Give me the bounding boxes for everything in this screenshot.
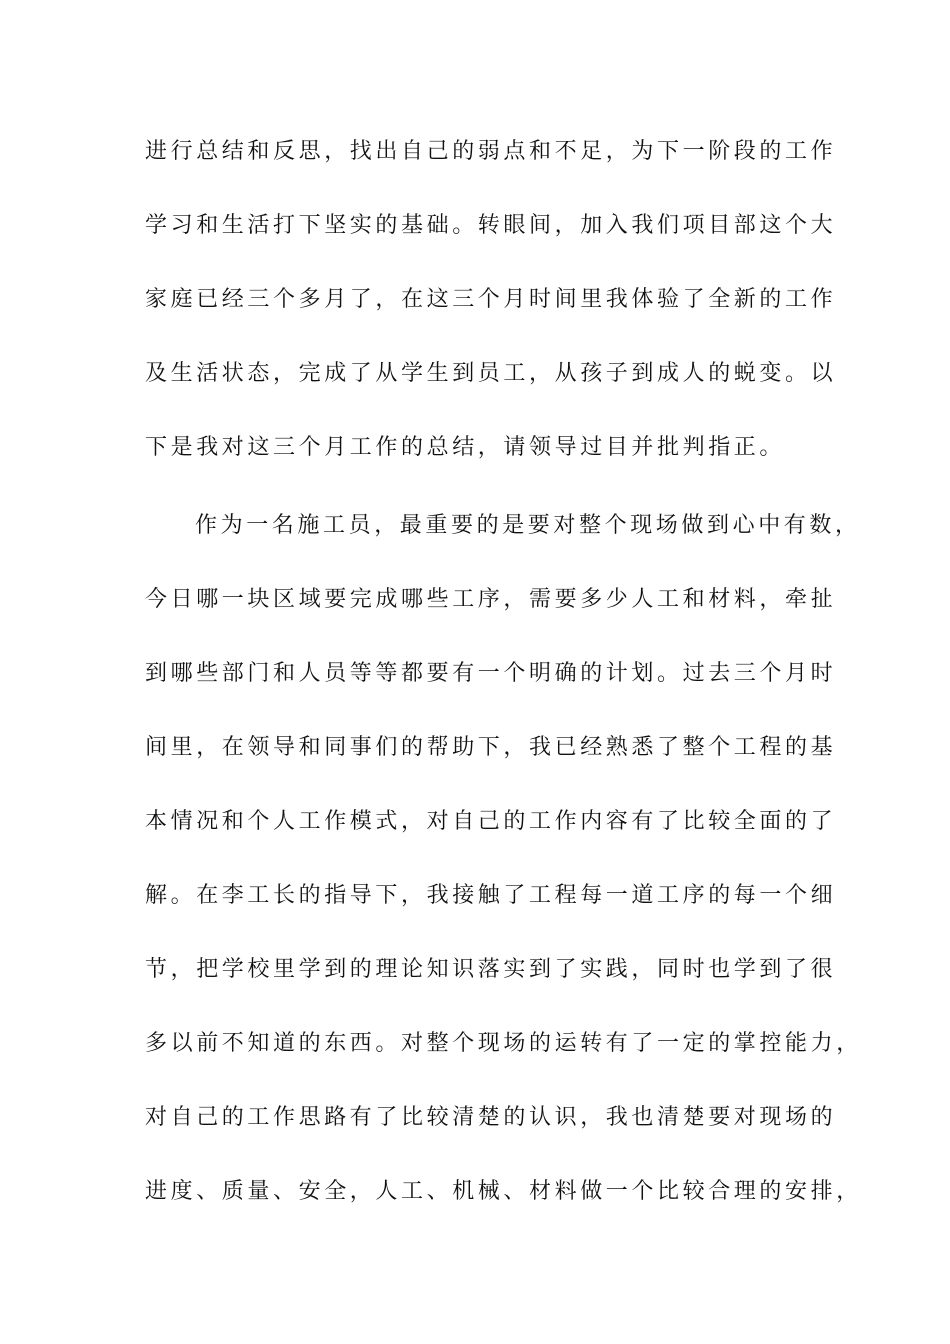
text-line: 家庭已经三个多月了，在这三个月时间里我体验了全新的工作 [145,287,837,312]
text-line: 本情况和个人工作模式，对自己的工作内容有了比较全面的了 [145,809,837,834]
text-line: 进行总结和反思，找出自己的弱点和不足，为下一阶段的工作 [145,139,837,164]
paragraph-first-line: 作为一名施工员，最重要的是要对整个现场做到心中有数， [195,513,861,538]
text-line: 下是我对这三个月工作的总结，请领导过目并批判指正。 [145,435,786,460]
text-line: 学习和生活打下坚实的基础。转眼间，加入我们项目部这个大 [145,213,837,238]
text-line: 解。在李工长的指导下，我接触了工程每一道工序的每一个细 [145,883,837,908]
text-line: 今日哪一块区域要完成哪些工序，需要多少人工和材料，牵扯 [145,587,837,612]
text-line: 进度、质量、安全，人工、机械、材料做一个比较合理的安排， [145,1179,862,1204]
text-line: 到哪些部门和人员等等都要有一个明确的计划。过去三个月时 [145,661,837,686]
text-line: 对自己的工作思路有了比较清楚的认识，我也清楚要对现场的 [145,1105,837,1130]
text-line: 多以前不知道的东西。对整个现场的运转有了一定的掌控能力， [145,1031,862,1056]
text-line: 及生活状态，完成了从学生到员工，从孩子到成人的蜕变。以 [145,361,837,386]
text-line: 节，把学校里学到的理论知识落实到了实践，同时也学到了很 [145,957,837,982]
text-line: 间里，在领导和同事们的帮助下，我已经熟悉了整个工程的基 [145,735,837,760]
